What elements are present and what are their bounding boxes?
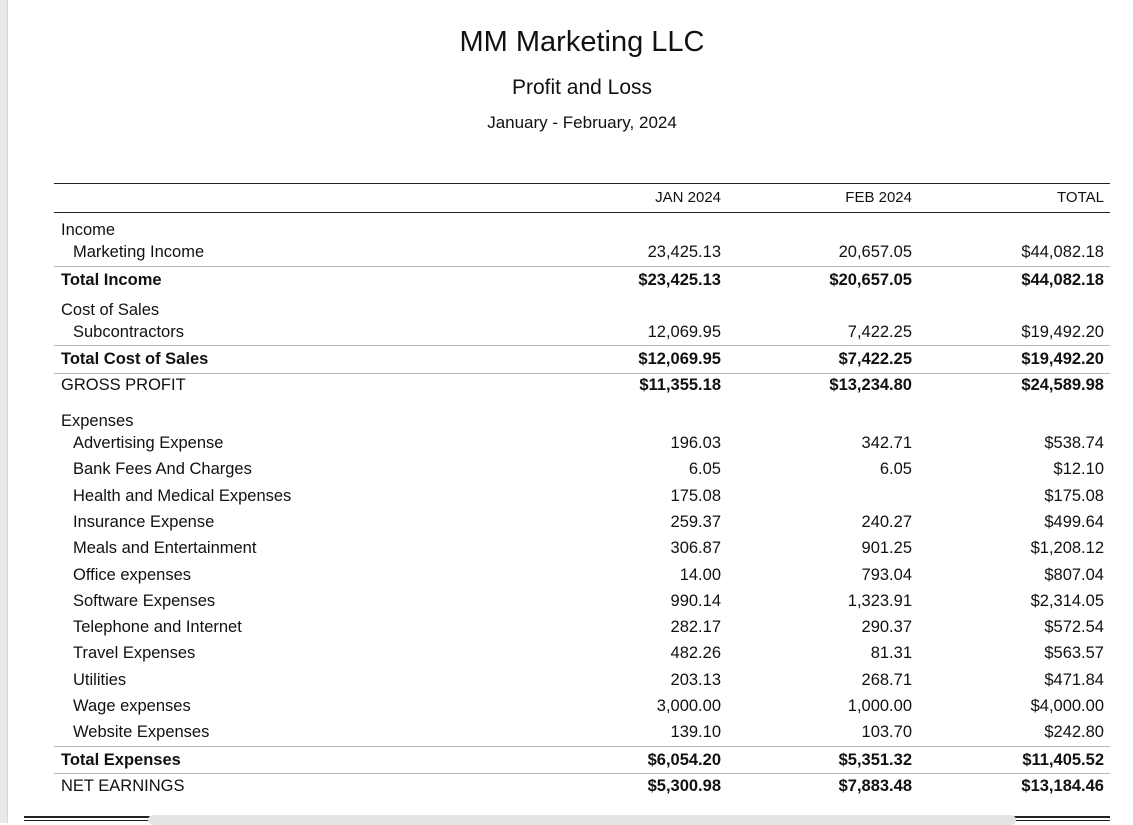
total-value[interactable]: $13,184.46: [1021, 776, 1104, 795]
net-earnings-row: [54, 773, 1110, 802]
company-name: MM Marketing LLC: [459, 26, 705, 58]
row-label[interactable]: Meals and Entertainment: [73, 539, 257, 558]
section-row-expenses: [54, 404, 1110, 430]
total-value[interactable]: $807.04: [1044, 565, 1104, 584]
jan-value[interactable]: 306.87: [670, 539, 721, 558]
jan-value[interactable]: $11,355.18: [639, 375, 721, 394]
row-label: Cost of Sales: [61, 300, 160, 319]
table-row[interactable]: [54, 319, 1110, 345]
feb-value[interactable]: 1,323.91: [847, 591, 912, 610]
total-value[interactable]: $242.80: [1044, 723, 1104, 742]
total-value[interactable]: $572.54: [1044, 618, 1104, 637]
feb-value[interactable]: 793.04: [861, 565, 912, 584]
report-title: Profit and Loss: [511, 76, 653, 99]
table-row[interactable]: [54, 614, 1110, 640]
total-value[interactable]: $19,492.20: [1021, 323, 1104, 342]
feb-value[interactable]: 901.25: [861, 539, 912, 558]
section-row-income: [54, 213, 1110, 239]
column-header-jan[interactable]: JAN 2024: [655, 189, 721, 206]
jan-value[interactable]: $6,054.20: [647, 750, 721, 769]
row-label[interactable]: Wage expenses: [73, 697, 191, 716]
feb-value[interactable]: $20,657.05: [829, 270, 912, 289]
section-row-cost-of-sales: [54, 293, 1110, 319]
gross-profit-row: [54, 373, 1110, 404]
total-value[interactable]: $12.10: [1053, 460, 1104, 479]
table-row[interactable]: [54, 535, 1110, 561]
feb-value[interactable]: $7,883.48: [838, 776, 912, 795]
jan-value[interactable]: $5,300.98: [647, 776, 721, 795]
column-header-row: [54, 183, 1110, 213]
report-period: January - February, 2024: [487, 113, 677, 132]
jan-value[interactable]: $12,069.95: [638, 350, 721, 369]
feb-value[interactable]: 268.71: [861, 670, 912, 689]
row-label: Expenses: [61, 411, 134, 430]
jan-value[interactable]: 139.10: [670, 723, 721, 742]
total-value[interactable]: $471.84: [1044, 670, 1104, 689]
row-label[interactable]: Subcontractors: [73, 323, 184, 342]
total-value[interactable]: $24,589.98: [1021, 375, 1104, 394]
total-value[interactable]: $175.08: [1044, 486, 1104, 505]
feb-value[interactable]: 20,657.05: [838, 243, 912, 262]
row-label[interactable]: Website Expenses: [73, 723, 210, 742]
feb-value[interactable]: 240.27: [861, 512, 912, 531]
total-value[interactable]: $563.57: [1044, 644, 1104, 663]
jan-value[interactable]: 282.17: [670, 618, 721, 637]
feb-value[interactable]: 290.37: [861, 618, 912, 637]
row-label[interactable]: Health and Medical Expenses: [73, 486, 292, 505]
row-label[interactable]: Telephone and Internet: [73, 618, 242, 637]
column-header-total[interactable]: TOTAL: [1057, 189, 1104, 206]
jan-value[interactable]: 14.00: [679, 565, 721, 584]
row-label: Total Expenses: [61, 750, 181, 769]
feb-value[interactable]: 7,422.25: [847, 323, 912, 342]
feb-value[interactable]: 1,000.00: [847, 697, 912, 716]
horizontal-scrollbar[interactable]: [148, 815, 1016, 825]
feb-value[interactable]: $13,234.80: [829, 375, 912, 394]
table-row[interactable]: [54, 239, 1110, 265]
row-label[interactable]: Office expenses: [73, 565, 192, 584]
table-row[interactable]: [54, 588, 1110, 614]
row-label: Total Cost of Sales: [61, 350, 209, 369]
table-row[interactable]: [54, 693, 1110, 719]
jan-value[interactable]: 175.08: [670, 486, 721, 505]
feb-value[interactable]: $5,351.32: [838, 750, 912, 769]
row-label[interactable]: Utilities: [73, 670, 127, 689]
row-label[interactable]: Marketing Income: [73, 243, 205, 262]
feb-value[interactable]: 6.05: [879, 460, 912, 479]
total-value[interactable]: $44,082.18: [1021, 243, 1104, 262]
feb-value[interactable]: $7,422.25: [838, 350, 912, 369]
total-value[interactable]: $4,000.00: [1030, 697, 1104, 716]
table-row[interactable]: [54, 640, 1110, 666]
row-label: Total Income: [61, 270, 162, 289]
feb-value[interactable]: 342.71: [861, 434, 912, 453]
total-value[interactable]: $44,082.18: [1021, 270, 1104, 289]
total-value[interactable]: $538.74: [1044, 434, 1104, 453]
table-row[interactable]: [54, 456, 1110, 482]
table-row[interactable]: [54, 430, 1110, 456]
total-row: [54, 746, 1110, 773]
total-row: [54, 345, 1110, 372]
total-value[interactable]: $499.64: [1044, 512, 1104, 531]
row-label: GROSS PROFIT: [61, 375, 186, 394]
row-label[interactable]: Travel Expenses: [73, 644, 196, 663]
table-row[interactable]: [54, 719, 1110, 745]
table-row[interactable]: [54, 562, 1110, 588]
feb-value[interactable]: 103.70: [861, 723, 912, 742]
row-label[interactable]: Software Expenses: [73, 591, 216, 610]
total-value[interactable]: $19,492.20: [1021, 350, 1104, 369]
row-label[interactable]: Bank Fees And Charges: [73, 460, 252, 479]
jan-value[interactable]: 203.13: [670, 670, 721, 689]
total-value[interactable]: $1,208.12: [1030, 539, 1104, 558]
feb-value[interactable]: 81.31: [870, 644, 912, 663]
jan-value[interactable]: 259.37: [670, 512, 721, 531]
row-label[interactable]: Insurance Expense: [73, 512, 215, 531]
table-row[interactable]: [54, 509, 1110, 535]
table-row[interactable]: [54, 667, 1110, 693]
jan-value[interactable]: 482.26: [670, 644, 721, 663]
jan-value[interactable]: 3,000.00: [656, 697, 721, 716]
jan-value[interactable]: 23,425.13: [647, 243, 721, 262]
jan-value[interactable]: 990.14: [670, 591, 721, 610]
table-row[interactable]: [54, 483, 1110, 509]
row-label[interactable]: Advertising Expense: [73, 434, 224, 453]
jan-value[interactable]: 12,069.95: [647, 323, 721, 342]
total-row: [54, 266, 1110, 293]
total-value[interactable]: $11,405.52: [1022, 750, 1104, 769]
row-label: Income: [61, 221, 116, 239]
column-header-feb[interactable]: FEB 2024: [845, 189, 912, 206]
total-value[interactable]: $2,314.05: [1030, 591, 1104, 610]
row-label: NET EARNINGS: [61, 776, 185, 795]
jan-value[interactable]: $23,425.13: [638, 270, 721, 289]
window-left-edge: [0, 0, 8, 823]
jan-value[interactable]: 6.05: [688, 460, 721, 479]
jan-value[interactable]: 196.03: [670, 434, 721, 453]
profit-loss-table: [54, 183, 1110, 802]
